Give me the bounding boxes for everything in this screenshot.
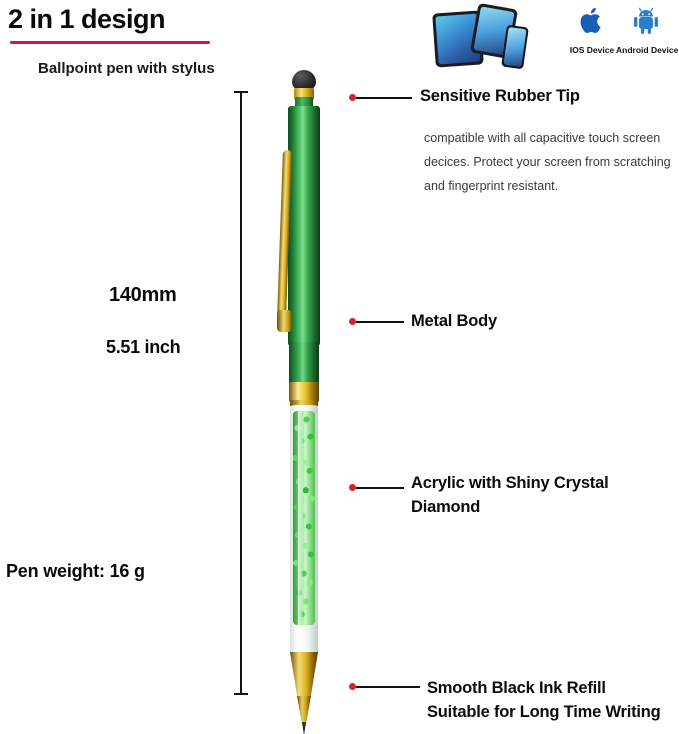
gold-cone-part xyxy=(290,652,318,700)
callout-dot xyxy=(349,484,356,491)
length-dimension-bracket xyxy=(234,91,248,695)
callout-body: compatible with all capacitive touch screen decices. Protect your screen from scratching and fingerprint resistant. xyxy=(424,131,671,193)
acrylic-crystal-chamber-part xyxy=(290,405,318,655)
gold-ring-part xyxy=(289,382,319,402)
callout-dot xyxy=(349,683,356,690)
phone-screen xyxy=(503,27,526,67)
acrylic-gloss-highlight xyxy=(298,405,303,655)
clip-blade xyxy=(277,150,292,318)
length-inch-label: 5.51 inch xyxy=(106,337,181,357)
callout-heading: Smooth Black Ink Refill Suitable for Long Time Writing xyxy=(427,679,661,721)
callout-leader-line xyxy=(356,97,412,99)
callout-heading: Sensitive Rubber Tip xyxy=(420,87,580,105)
bracket-cap-bottom xyxy=(234,693,248,695)
callout-dot xyxy=(349,318,356,325)
page-title: 2 in 1 design xyxy=(8,4,166,34)
title-underline-divider xyxy=(10,41,210,44)
bracket-vertical-line xyxy=(240,91,242,695)
callout-dot xyxy=(349,94,356,101)
ios-device-label: IOS Device xyxy=(569,45,615,55)
green-crystal-fill xyxy=(293,411,315,625)
callout-leader-line xyxy=(356,321,404,323)
length-mm-label: 140mm xyxy=(109,284,177,306)
gold-clip-part xyxy=(276,150,292,330)
black-ink-nib-part xyxy=(302,722,306,734)
clip-knob xyxy=(277,310,292,332)
callout-heading: Acrylic with Shiny Crystal Diamond xyxy=(411,474,609,516)
compatible-devices-group xyxy=(430,4,540,70)
green-metal-barrel-part xyxy=(288,106,320,346)
pen-weight-label: Pen weight: 16 g xyxy=(6,561,145,581)
android-device-label: Android Device xyxy=(616,45,679,55)
ios-device-badge xyxy=(562,6,622,55)
android-robot-icon xyxy=(616,6,676,44)
pen-illustration xyxy=(276,70,332,700)
barrel-taper-part xyxy=(289,342,319,386)
callout-leader-line xyxy=(356,487,404,489)
callout-heading: Metal Body xyxy=(411,312,498,330)
phone-device-icon xyxy=(501,25,529,70)
rubber-tip-part xyxy=(292,70,316,90)
page-subtitle: Ballpoint pen with stylus xyxy=(38,60,215,77)
callout-leader-line xyxy=(356,686,420,688)
apple-logo-icon xyxy=(562,6,622,44)
gold-cone-tip xyxy=(297,696,311,726)
android-device-badge xyxy=(616,6,679,55)
